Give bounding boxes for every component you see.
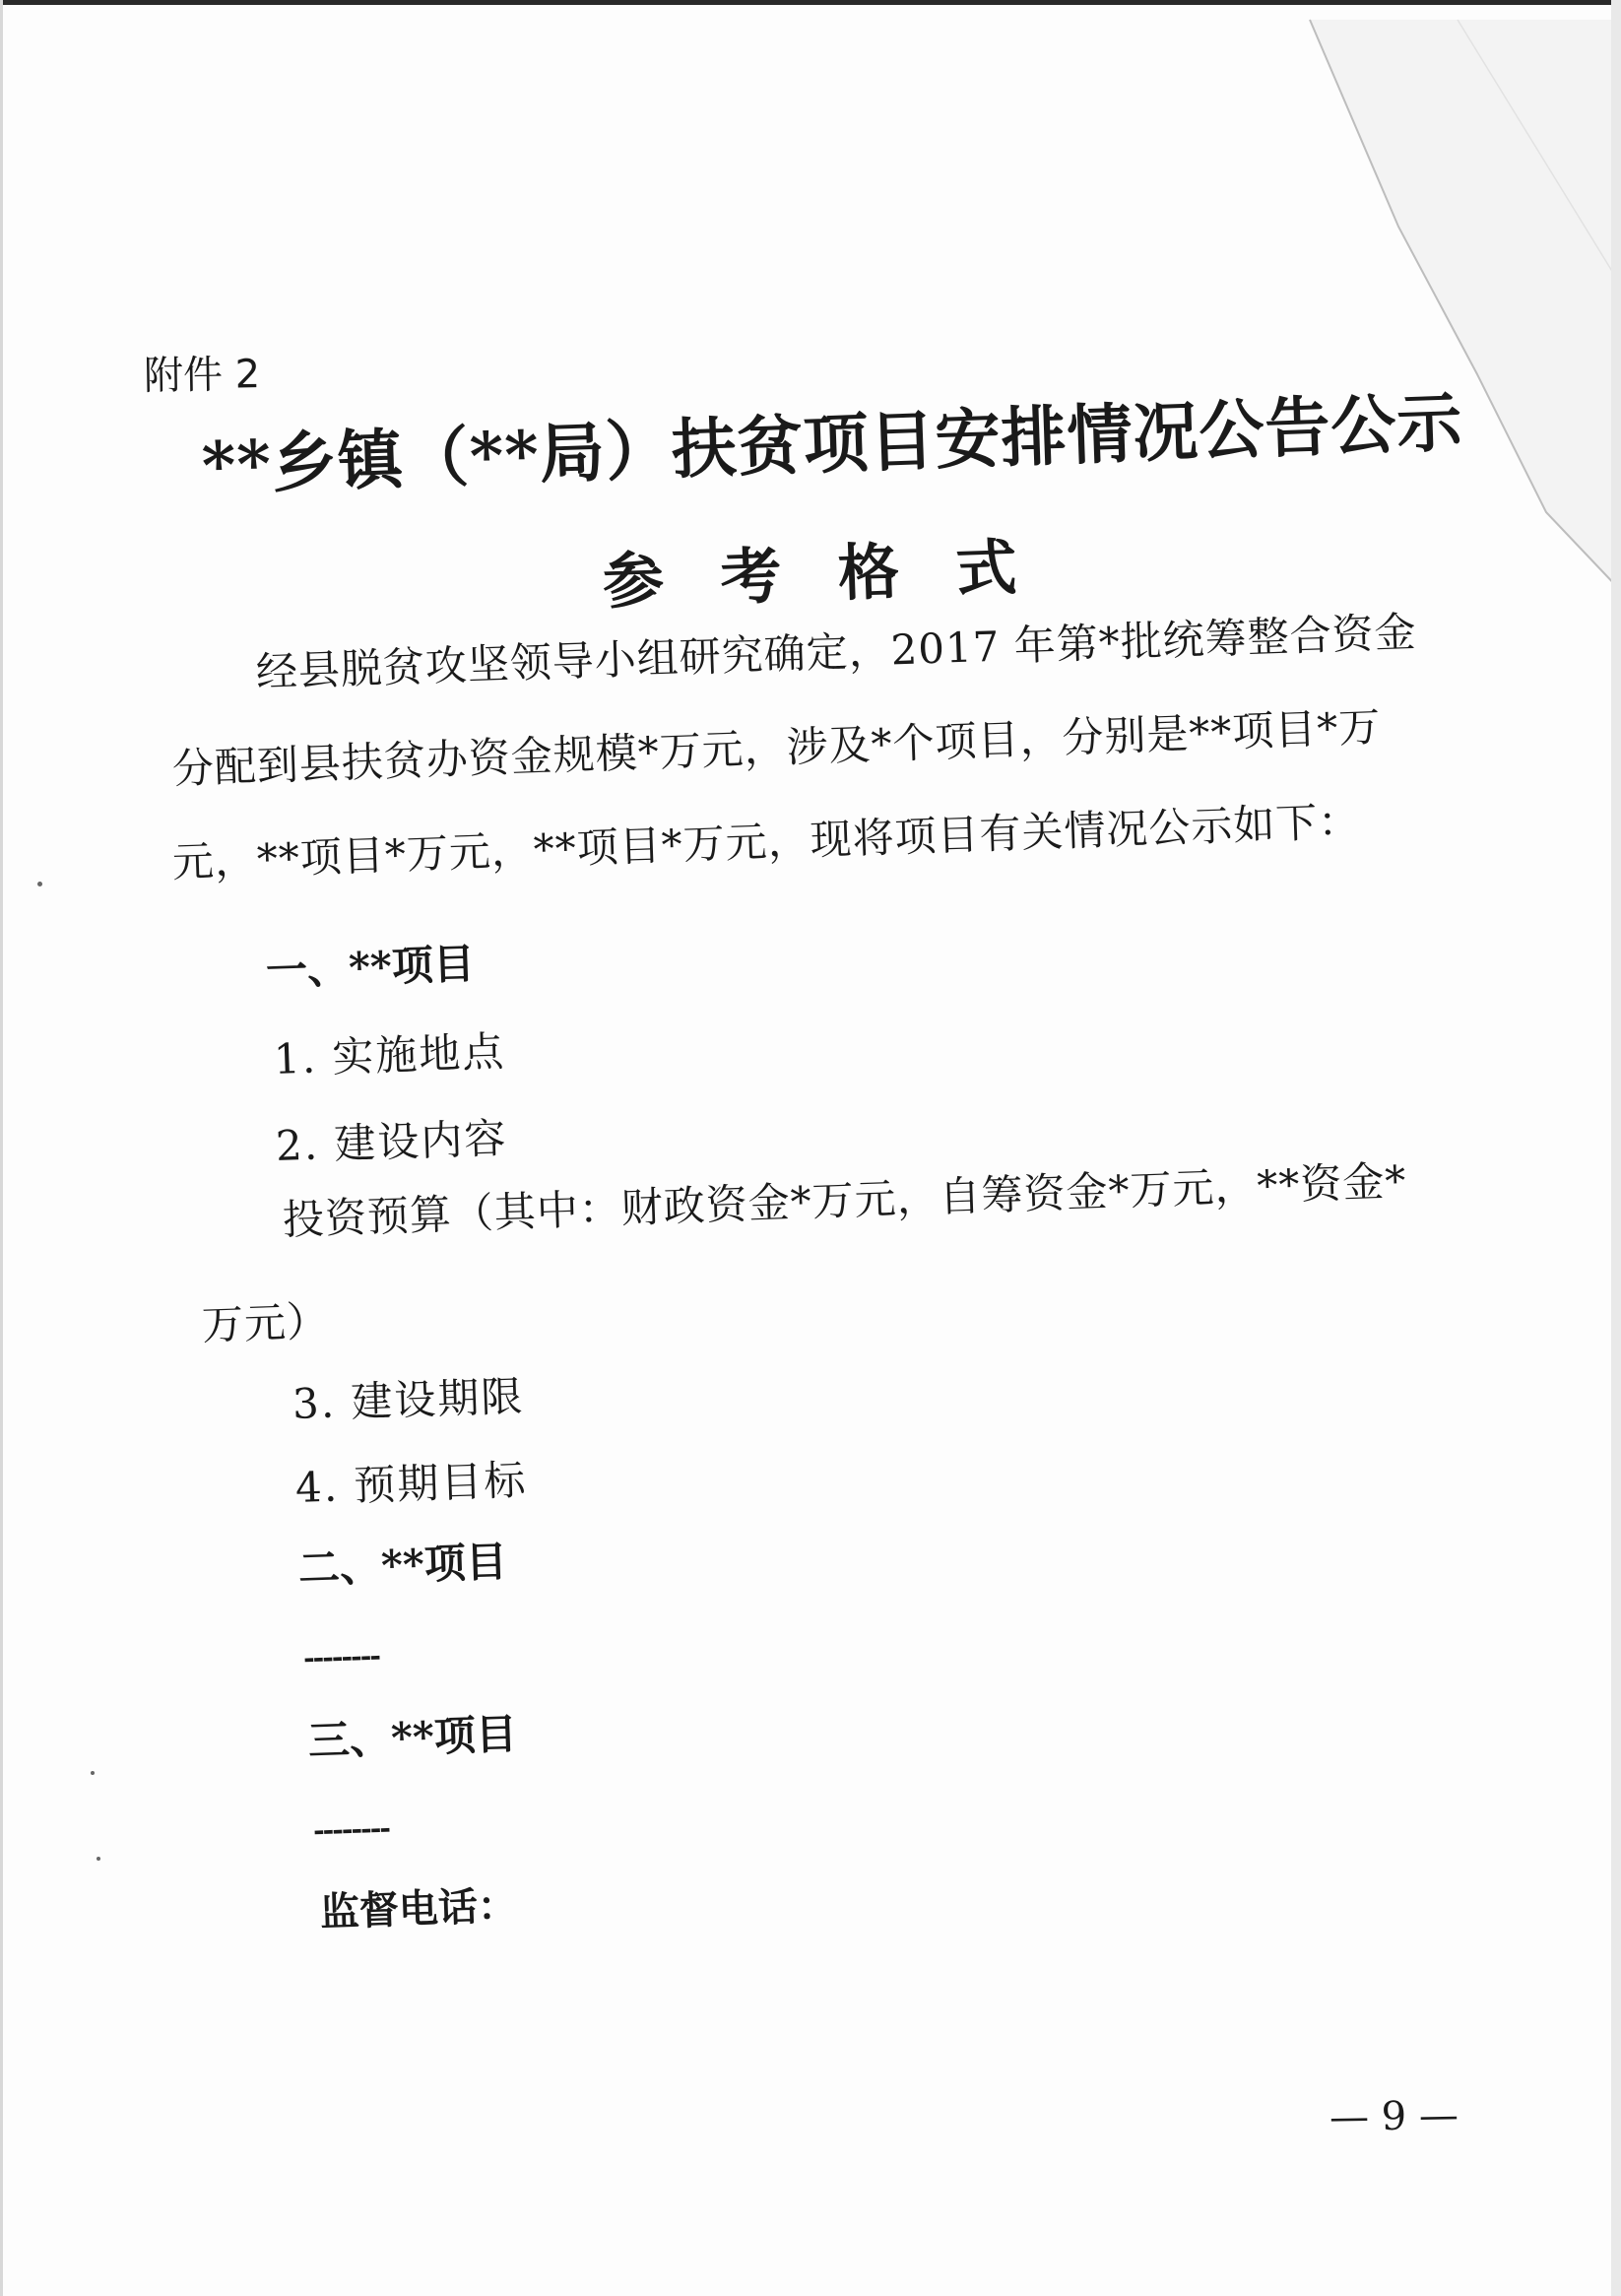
section-1-item-1: 1. 实施地点 xyxy=(273,1026,507,1083)
section-1-budget-line-2: 万元） xyxy=(201,1296,330,1349)
section-2-heading: 二、**项目 xyxy=(297,1537,508,1593)
section-1-item-4: 4. 预期目标 xyxy=(294,1455,529,1512)
intro-line-1: 经县脱贫攻坚领导小组研究确定，2017 年第*批统筹整合资金 xyxy=(255,607,1418,696)
intro-line-3: 元，**项目*万元，**项目*万元，现将项目有关情况公示如下： xyxy=(171,796,1362,886)
intro-line-2: 分配到县扶贫办资金规模*万元，涉及*个项目，分别是**项目*万 xyxy=(171,702,1383,793)
section-1-item-2: 2. 建设内容 xyxy=(275,1113,509,1170)
section-3-heading: 三、**项目 xyxy=(307,1709,518,1765)
page-number: — 9 — xyxy=(1329,2092,1459,2140)
document-subtitle: 参 考 格 式 xyxy=(601,530,1036,618)
scan-speck xyxy=(37,882,42,886)
scan-speck xyxy=(97,1857,100,1861)
section-1-budget-line-1: 投资预算（其中：财政资金*万元，自筹资金*万元，**资金* xyxy=(282,1156,1408,1244)
scan-speck xyxy=(91,1771,95,1775)
supervision-phone-label: 监督电话： xyxy=(319,1883,518,1935)
section-1-item-3: 3. 建设期限 xyxy=(292,1371,526,1428)
attachment-label: 附件 2 xyxy=(143,352,261,399)
section-3-placeholder: -------- xyxy=(312,1811,390,1847)
document-title: **乡镇（**局）扶贫项目安排情况公告公示 xyxy=(200,383,1464,504)
section-2-placeholder: -------- xyxy=(302,1639,380,1674)
section-1-heading: 一、**项目 xyxy=(265,939,476,995)
